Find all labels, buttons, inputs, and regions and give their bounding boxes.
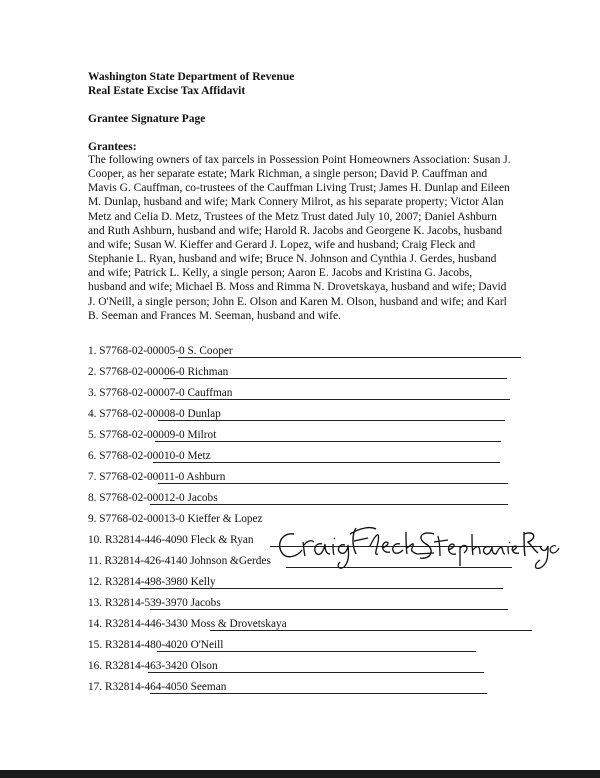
signature-line[interactable] bbox=[158, 483, 508, 484]
signature-line[interactable] bbox=[163, 378, 507, 379]
grantees-heading: Grantees: bbox=[88, 141, 137, 153]
parcel-label: 8. S7768-02-00012-0 Jacobs bbox=[88, 492, 218, 504]
signature-line[interactable] bbox=[170, 399, 510, 400]
form-title: Real Estate Excise Tax Affidavit bbox=[88, 85, 246, 97]
signature-line[interactable] bbox=[155, 441, 501, 442]
parcel-label: 6. S7768-02-00010-0 Metz bbox=[88, 450, 211, 462]
parcel-label: 4. S7768-02-00008-0 Dunlap bbox=[88, 408, 221, 420]
signature-line[interactable] bbox=[150, 693, 487, 694]
parcel-label: 1. S7768-02-00005-0 S. Cooper bbox=[88, 345, 233, 357]
parcel-label: 16. R32814-463-3420 Olson bbox=[88, 660, 218, 672]
parcel-label: 12. R32814-498-3980 Kelly bbox=[88, 576, 216, 588]
signature-line[interactable] bbox=[210, 630, 532, 631]
grantees-paragraph: The following owners of tax parcels in Possession Point Homeowners Association: Susan J. Cooper, as her separate estate; Mark Richman, a single person; David P. Cauffman and Mavis G. Cauffman, co-trustees of the Cauffman Living Trust; James H. Dunlap and Eileen M. Dunlap, husband and wife; Mark Connery Milrot, as his separate property; Victor Alan Metz and Celia D. Metz, Trustees of the Metz Trust dated July 10, 2007; Daniel Ashburn and Ruth Ashburn, husband and wife; Harold R. Jacobs and Georgene K. Jacobs, husband and wife; Susan W. Kieffer and Gerard J. Lopez, wife and husband; Craig Fleck and Stephanie L. Ryan, husband and wife; Bruce N. Johnson and Cynthia J. Gerdes, husband and wife; Patrick L. Kelly, a single person; Aaron E. Jacobs and Kristina G. Jacobs, husband and wife; Michael B. Moss and Rimma N. Drovetskaya, husband and wife; David J. O'Neill, a single person; John E. Olson and Karen M. Olson, husband and wife; and Karl B. Seeman and Frances M. Seeman, husband and wife. bbox=[88, 154, 511, 322]
handwritten-signature-icon bbox=[272, 520, 562, 570]
parcel-label: 5. S7768-02-00009-0 Milrot bbox=[88, 429, 217, 441]
signature-line[interactable] bbox=[178, 357, 521, 358]
page-title: Grantee Signature Page bbox=[88, 113, 206, 125]
signature-line[interactable] bbox=[158, 420, 505, 421]
parcel-label: 7. S7768-02-00011-0 Ashburn bbox=[88, 471, 226, 483]
signature-line[interactable] bbox=[150, 504, 508, 505]
parcel-label: 17. R32814-464-4050 Seeman bbox=[88, 681, 227, 693]
parcel-label: 14. R32814-446-3430 Moss & Drovetskaya bbox=[88, 618, 287, 630]
bottom-scan-edge bbox=[0, 770, 600, 778]
parcel-label: 11. R32814-426-4140 Johnson &Gerdes bbox=[88, 555, 271, 567]
department-title: Washington State Department of Revenue bbox=[88, 71, 295, 83]
signature-line[interactable] bbox=[140, 588, 503, 589]
parcel-label: 15. R32814-480-4020 O'Neill bbox=[88, 639, 224, 651]
signature-line[interactable] bbox=[157, 651, 476, 652]
signature-line[interactable] bbox=[150, 609, 508, 610]
parcel-label: 9. S7768-02-00013-0 Kieffer & Lopez bbox=[88, 513, 263, 525]
parcel-label: 2. S7768-02-00006-0 Richman bbox=[88, 366, 229, 378]
parcel-label: 3. S7768-02-00007-0 Cauffman bbox=[88, 387, 233, 399]
signature-line[interactable] bbox=[148, 672, 484, 673]
parcel-label: 10. R32814-446-4090 Fleck & Ryan bbox=[88, 534, 254, 546]
signature-line[interactable] bbox=[153, 462, 500, 463]
parcel-label: 13. R32814-539-3970 Jacobs bbox=[88, 597, 221, 609]
